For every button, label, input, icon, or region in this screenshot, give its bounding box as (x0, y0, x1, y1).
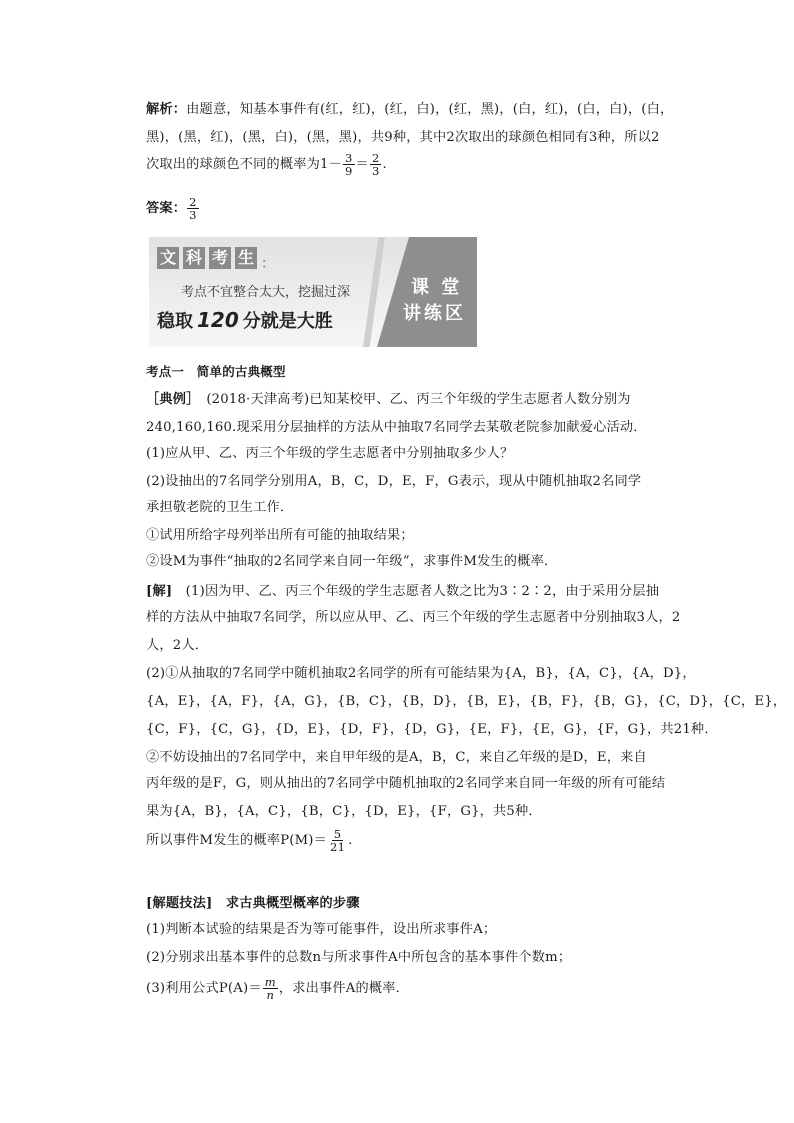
banner-tag-char: 科 (183, 247, 205, 269)
solution-text-1: (1)因为甲、乙、丙三个年级的学生志愿者人数之比为3∶2∶2，由于采用分层抽 (172, 584, 660, 599)
section-banner (149, 237, 477, 347)
equals-sign: ＝ (355, 157, 369, 172)
slogan-pre: 稳取 (157, 311, 193, 332)
solution-line-5: {A，E}，{A，F}，{A，G}，{B，C}，{B，D}，{B，E}，{B，F}，{B，G}，{C，D}，{C，E}， (146, 694, 787, 709)
example-label: ［典例］ (146, 392, 193, 407)
question-2b: ②设M为事件“抽取的2名同学来自同一年级”，求事件M发生的概率． (146, 554, 558, 569)
period: . (382, 157, 387, 172)
example-line-1 (146, 388, 631, 407)
banner-tag-char: 生 (235, 247, 257, 269)
analysis-text-1: 由题意，知基本事件有(红，红)，(红，白)，(红，黑)，(白，红)，(白，白)，(白， (186, 102, 674, 117)
banner-tag-char: 文 (157, 247, 179, 269)
analysis-line-2: 黑)，(黑，红)，(黑，白)，(黑，黑)，共9种，其中2次取出的球颜色相同有3种，所以2 (146, 130, 660, 145)
conclusion-text: 所以事件M发生的概率P(M)＝ (146, 833, 328, 848)
method-step-2: (2)分别求出基本事件的总数n与所求事件A中所包含的基本事件个数m； (146, 950, 572, 965)
solution-line-6: {C，F}，{C，G}，{D，E}，{D，F}，{D，G}，{E，F}，{E，G}，{F，G}，共21种． (146, 722, 718, 737)
slogan-number: 120 (197, 308, 239, 332)
solution-line-8: 丙年级的是F，G，则从抽出的7名同学中随机抽取的2名同学来自同一年级的所有可能结 (146, 776, 666, 791)
answer-fraction: $\frac{2}{3}$ (189, 195, 197, 222)
analysis-line-3 (146, 152, 387, 177)
solution-conclusion (146, 828, 353, 853)
fraction-3-9: $\frac{3}{9}$ (345, 151, 353, 178)
banner-right-line-1: 课 堂 (411, 277, 463, 298)
solution-line-7: ②不妨设抽出的7名同学中，来自甲年级的是A，B，C，来自乙年级的是D，E，来自 (146, 750, 647, 765)
solution-label: [解] (146, 584, 173, 599)
question-2a: ①试用所给字母列举出所有可能的抽取结果； (146, 528, 414, 543)
method-step-1: (1)判断本试验的结果是否为等可能事件，设出所求事件A； (146, 922, 497, 937)
banner-colon: ： (261, 256, 275, 272)
banner-slogan (157, 307, 333, 333)
example-line-2: 240,160,160.现采用分层抽样的方法从中抽取7名同学去某敬老院参加献爱心活动． (146, 420, 647, 435)
banner-subtitle: 考点不宜整合太大，挖掘过深 (181, 285, 351, 300)
banner-tag-char: 考 (209, 247, 231, 269)
topic-title: 考点一 简单的古典概型 (146, 364, 286, 379)
solution-line-2: 样的方法从中抽取7名同学，所以应从甲、乙、丙三个年级的学生志愿者中分别抽取3人，2 (146, 610, 681, 625)
method-title: [解题技法] 求古典概型概率的步骤 (146, 896, 360, 911)
solution-line-3: 人，2人． (146, 638, 209, 653)
solution-line-1 (146, 580, 659, 599)
slogan-post: 分就是大胜 (242, 311, 333, 332)
fraction-m-n: $\frac{m}{n}$ (264, 975, 276, 1002)
solution-line-4: (2)①从抽取的7名同学中随机抽取2名同学的所有可能结果为{A，B}，{A，C}，{A，D}， (146, 666, 696, 681)
step-3-text: (3)利用公式P(A)＝ (146, 981, 262, 996)
analysis-text-3: 次取出的球颜色不同的概率为1－ (146, 157, 343, 172)
fraction-2-3: $\frac{2}{3}$ (371, 151, 380, 178)
period: . (348, 833, 353, 848)
analysis-line-1 (146, 98, 673, 117)
step-3-post: ，求出事件A的概率． (278, 981, 410, 996)
solution-line-9: 果为{A，B}，{A，C}，{B，C}，{D，E}，{F，G}，共5种． (146, 804, 542, 819)
question-1: (1)应从甲、乙、丙三个年级的学生志愿者中分别抽取多少人？ (146, 446, 514, 461)
method-step-3 (146, 976, 409, 1001)
analysis-label: 解析： (146, 102, 187, 117)
example-text-1: (2018·天津高考)已知某校甲、乙、丙三个年级的学生志愿者人数分别为 (192, 392, 631, 407)
question-2-line-2: 承担敬老院的卫生工作． (146, 500, 294, 515)
answer-line (146, 196, 200, 221)
banner-right-line-2: 讲练区 (403, 303, 466, 324)
fraction-5-21: $\frac{5}{21}$ (330, 827, 346, 854)
answer-label: 答案： (146, 201, 187, 216)
question-2-line-1: (2)设抽出的7名同学分别用A，B，C，D，E，F，G表示，现从中随机抽取2名同学 (146, 474, 642, 489)
